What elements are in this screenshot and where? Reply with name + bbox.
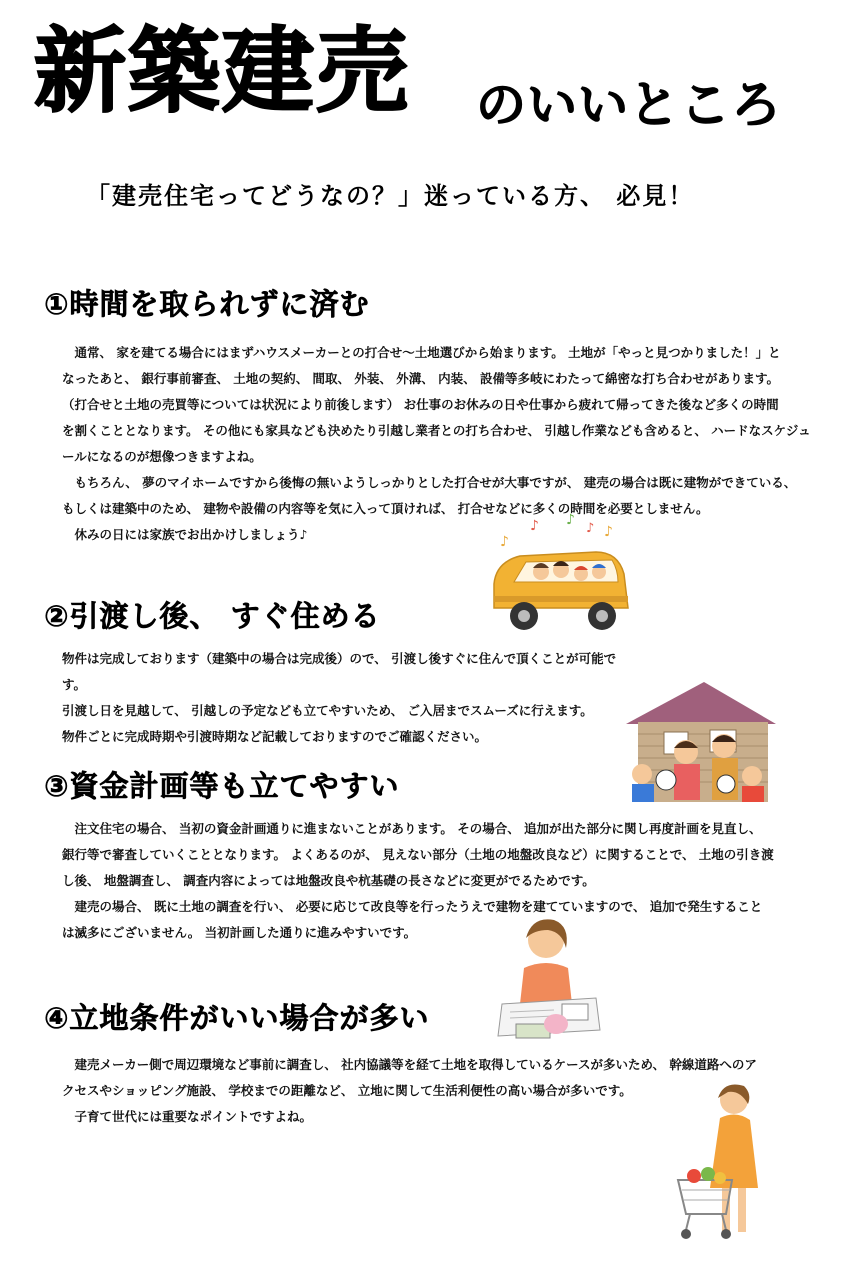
svg-text:♪: ♪ (566, 512, 575, 528)
section-line: 建売の場合、 既に土地の調査を行い、 必要に応じて改良等を行ったうえで建物を建てていますので、 追加で発生すること (62, 899, 763, 914)
section-line: ールになるのが想像つきますよね。 (62, 449, 262, 464)
section-heading-funding: ③資金計画等も立てやすい (44, 769, 400, 803)
section-line: 注文住宅の場合、 当初の資金計画通りに進まないことがあります。 その場合、 追加が出た部分に関し再度計画を見直し、 (62, 821, 762, 836)
section-line: 子育て世代には重要なポイントですよね。 (62, 1109, 313, 1124)
section-line: を割くこととなります。 その他にも家具なども決めたり引越し業者との打ち合わせ、 引越し作業なども含めると、 ハードなスケジュ (62, 423, 811, 438)
section-body-time (62, 340, 822, 548)
section-line: もしくは建築中のため、 建物や設備の内容等を気に入って頂ければ、 打合せなどに多くの時間を必要としません。 (62, 501, 709, 516)
svg-text:♪: ♪ (586, 521, 595, 536)
section-line: 物件ごとに完成時期や引渡時期など記載しておりますのでご確認ください。 (62, 729, 488, 744)
svg-text:♪: ♪ (604, 524, 613, 540)
section-line: 建売メーカー側で周辺環境など事前に調査し、 社内協議等を経て土地を取得しているケースが多いため、 幹線道路へのア (62, 1057, 757, 1072)
svg-text:♪: ♪ (500, 534, 509, 550)
section-line: し後、 地盤調査し、 調査内容によっては地盤改良や杭基礎の長さなどに変更がでるためです。 (62, 873, 595, 888)
section-line: 休みの日には家族でお出かけしましょう♪ (62, 527, 308, 542)
section-line: 通常、 家を建てる場合にはまずハウスメーカーとの打合せ～土地選びから始まります。 土地が「やっと見つかりました！」と (62, 345, 781, 360)
section-line: 物件は完成しております（建築中の場合は完成後）ので、 引渡し後すぐに住んで頂くことが可能です。 (62, 651, 617, 692)
woman-shopping-illustration (672, 1080, 772, 1254)
section-line: クセスやショッピング施設、 学校までの距離など、 立地に関して生活利便性の高い場合が多いです。 (62, 1083, 632, 1098)
tagline: 「建売住宅ってどうなの？」迷っている方、 必見！ (86, 182, 695, 210)
section-line: なったあと、 銀行事前審査、 土地の契約、 間取、 外装、 外溝、 内装、 設備等多岐にわたって綿密な打ち合わせがあります。 (62, 371, 779, 386)
section-body-funding (62, 816, 822, 946)
family-house-illustration (624, 680, 784, 808)
svg-text:♪: ♪ (530, 518, 539, 534)
section-line: （打合せと土地の売買等については状況により前後します） お仕事のお休みの日や仕事から疲れて帰ってきた後など多くの時間 (62, 397, 779, 412)
section-heading-move-in: ②引渡し後、 すぐ住める (44, 599, 381, 633)
page-title: 新築建売 (34, 18, 411, 125)
section-line: 銀行等で審査していくこととなります。 よくあるのが、 見えない部分（土地の地盤改良など）に関することで、 土地の引き渡 (62, 847, 774, 862)
section-line: もちろん、 夢のマイホームですから後悔の無いようしっかりとした打合せが大事ですが、 建売の場合は既に建物ができている、 (62, 475, 797, 490)
family-car-illustration (486, 512, 636, 638)
section-line: 引渡し日を見越して、 引越しの予定なども立てやすいため、 ご入居までスムーズに行えます。 (62, 703, 593, 718)
section-heading-location: ④立地条件がいい場合が多い (44, 1001, 430, 1035)
section-heading-time: ①時間を取られずに済む (44, 287, 370, 321)
page-subtitle: のいいところ (476, 76, 782, 134)
section-body-move-in (62, 646, 622, 750)
woman-planning-illustration (496, 912, 604, 1048)
section-line: は滅多にございません。 当初計画した通りに進みやすいです。 (62, 925, 417, 940)
